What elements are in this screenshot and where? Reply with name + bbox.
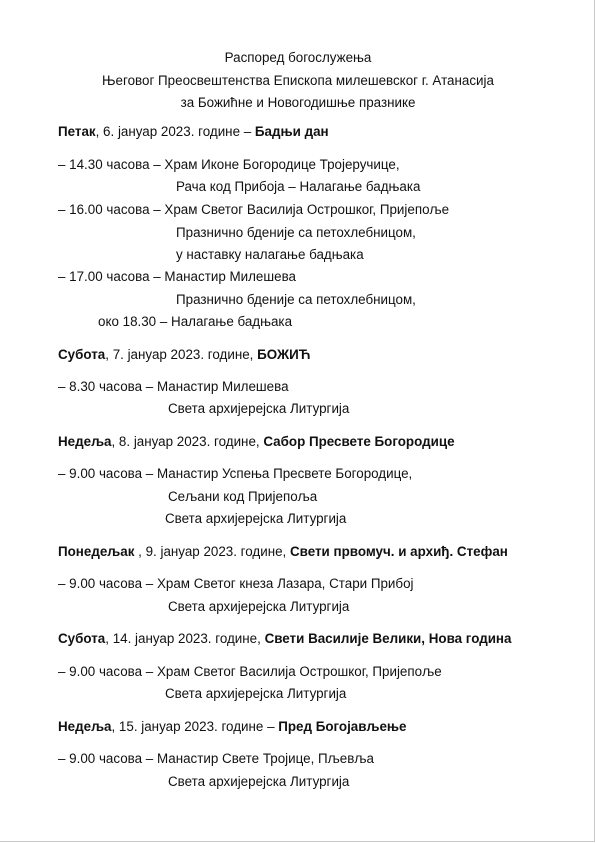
service-detail: Празнично бденије са петохлебницом,	[176, 225, 416, 240]
date-text: , 7. јануар 2023. године,	[105, 347, 258, 362]
service-line: – 16.00 часова – Храм Светог Василија Острошког, Пријепоље	[58, 202, 450, 217]
service-line: – 9.00 часова – Манастир Свете Тројице, Пљевља	[58, 751, 374, 766]
subtitle-line: Његовог Преосвештенства Епископа милешевског г. Атанасија	[102, 72, 494, 88]
weekday: Недеља	[58, 434, 112, 449]
feast-name: Пред Богојављење	[278, 719, 407, 734]
feast-name: Свети првомуч. и архиђ. Стефан	[290, 544, 508, 559]
service-detail: Света архијерејска Литургија	[165, 686, 347, 701]
feast-name: БОЖИЋ	[257, 347, 311, 362]
service-detail: Света архијерејска Литургија	[168, 599, 350, 614]
day-heading	[58, 347, 310, 363]
date-text: , 15. јануар 2023. године –	[111, 719, 279, 734]
document-title	[0, 47, 596, 115]
weekday: Субота	[58, 347, 106, 362]
service-line: – 9.00 часова – Манастир Успења Пресвете Богородице,	[58, 466, 413, 481]
day-heading	[58, 124, 329, 140]
weekday: Понедељак	[58, 544, 135, 559]
title-line: Распоред богослужења	[224, 50, 372, 65]
service-detail: Света архијерејска Литургија	[165, 511, 347, 526]
date-text: , 9. јануар 2023. године,	[134, 544, 290, 559]
service-line: – 9.00 часова – Храм Светог кнеза Лазара, Стари Прибој	[58, 576, 414, 591]
service-line: – 9.00 часова – Храм Светог Василија Острошког, Пријепоље	[58, 664, 442, 679]
day-heading	[58, 434, 455, 450]
day-heading	[58, 544, 508, 560]
service-detail: Рача код Прибоја – Налагање бадњака	[176, 179, 421, 194]
date-text: , 6. јануар 2023. године –	[95, 124, 255, 139]
service-line: – 17.00 часова – Манастир Милешева	[58, 269, 296, 284]
service-detail: Сељани код Пријепоља	[168, 489, 318, 504]
weekday: Петак	[58, 124, 96, 139]
service-line: – 8.30 часова – Манастир Милешева	[58, 379, 289, 394]
service-detail: Света архијерејска Литургија	[168, 774, 350, 789]
service-line: – 14.30 часова – Храм Иконе Богородице Тројеручице,	[58, 157, 400, 172]
day-heading	[58, 631, 511, 647]
weekday: Недеља	[58, 719, 112, 734]
day-heading	[58, 719, 407, 735]
service-detail: Празнично бденије са петохлебницом,	[176, 292, 416, 307]
service-detail: око 18.30 – Налагање бадњака	[98, 314, 293, 329]
date-text: , 8. јануар 2023. године,	[111, 434, 264, 449]
feast-name: Свети Василије Велики, Нова година	[264, 631, 512, 646]
date-text: , 14. јануар 2023. године,	[105, 631, 265, 646]
feast-name: Бадњи дан	[254, 124, 329, 139]
weekday: Субота	[58, 631, 106, 646]
service-detail: Света архијерејска Литургија	[168, 401, 350, 416]
feast-name: Сабор Пресвете Богородице	[263, 434, 455, 449]
subtitle-line: за Божићне и Новогодишње празнике	[180, 95, 416, 110]
service-detail: у наставку налагање бадњака	[176, 247, 364, 262]
